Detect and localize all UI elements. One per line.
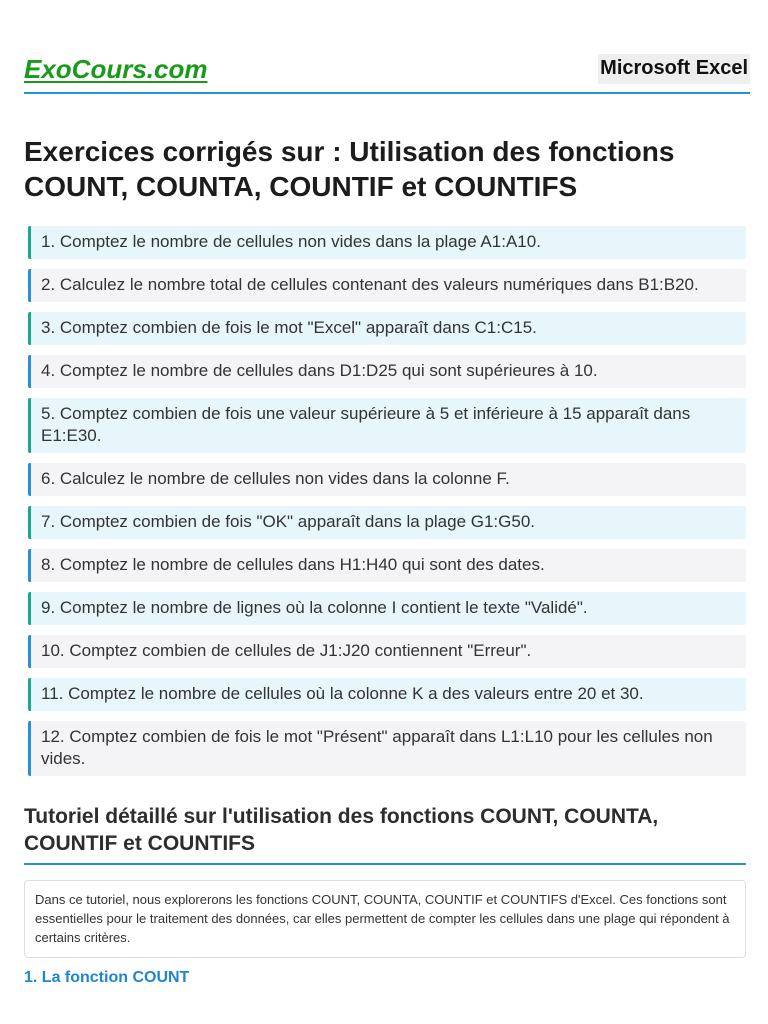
exercise-item-11: 11. Comptez le nombre de cellules où la colonne K a des valeurs entre 20 et 30.	[28, 678, 746, 711]
exercise-item-6: 6. Calculez le nombre de cellules non vides dans la colonne F.	[28, 463, 746, 496]
site-header	[24, 50, 750, 94]
exercise-item-12: 12. Comptez combien de fois le mot "Présent" apparaît dans L1:L10 pour les cellules non vides.	[28, 721, 746, 776]
site-logo-link[interactable]: ExoCours.com	[24, 54, 208, 84]
exercise-item-1: 1. Comptez le nombre de cellules non vides dans la plage A1:A10.	[28, 226, 746, 259]
exercise-list	[28, 226, 746, 786]
page-title: Exercices corrigés sur : Utilisation des fonctions COUNT, COUNTA, COUNTIF et COUNTIFS	[24, 136, 675, 202]
count-function-heading: 1. La fonction COUNT	[24, 969, 190, 986]
exercise-item-9: 9. Comptez le nombre de lignes où la colonne I contient le texte "Validé".	[28, 592, 746, 625]
exercise-item-10: 10. Comptez combien de cellules de J1:J20 contiennent "Erreur".	[28, 635, 746, 668]
exercise-item-2: 2. Calculez le nombre total de cellules contenant des valeurs numériques dans B1:B20.	[28, 269, 746, 302]
exercise-item-5: 5. Comptez combien de fois une valeur supérieure à 5 et inférieure à 15 apparaît dans E1:E30.	[28, 398, 746, 453]
exercise-item-8: 8. Comptez le nombre de cellules dans H1:H40 qui sont des dates.	[28, 549, 746, 582]
category-tag: Microsoft Excel	[598, 54, 750, 84]
tutorial-title: Tutoriel détaillé sur l'utilisation des fonctions COUNT, COUNTA, COUNTIF et COUNTIFS	[24, 803, 746, 865]
exercise-item-4: 4. Comptez le nombre de cellules dans D1:D25 qui sont supérieures à 10.	[28, 355, 746, 388]
tutorial-intro-box: Dans ce tutoriel, nous explorerons les fonctions COUNT, COUNTA, COUNTIF et COUNTIFS d'Excel. Ces fonctions sont essentielles pour le traitement des données, car elles permettent de compter les cellules dans une plage qui répondent à certains critères.	[24, 880, 746, 958]
exercise-item-3: 3. Comptez combien de fois le mot "Excel" apparaît dans C1:C15.	[28, 312, 746, 345]
exercise-item-7: 7. Comptez combien de fois "OK" apparaît dans la plage G1:G50.	[28, 506, 746, 539]
